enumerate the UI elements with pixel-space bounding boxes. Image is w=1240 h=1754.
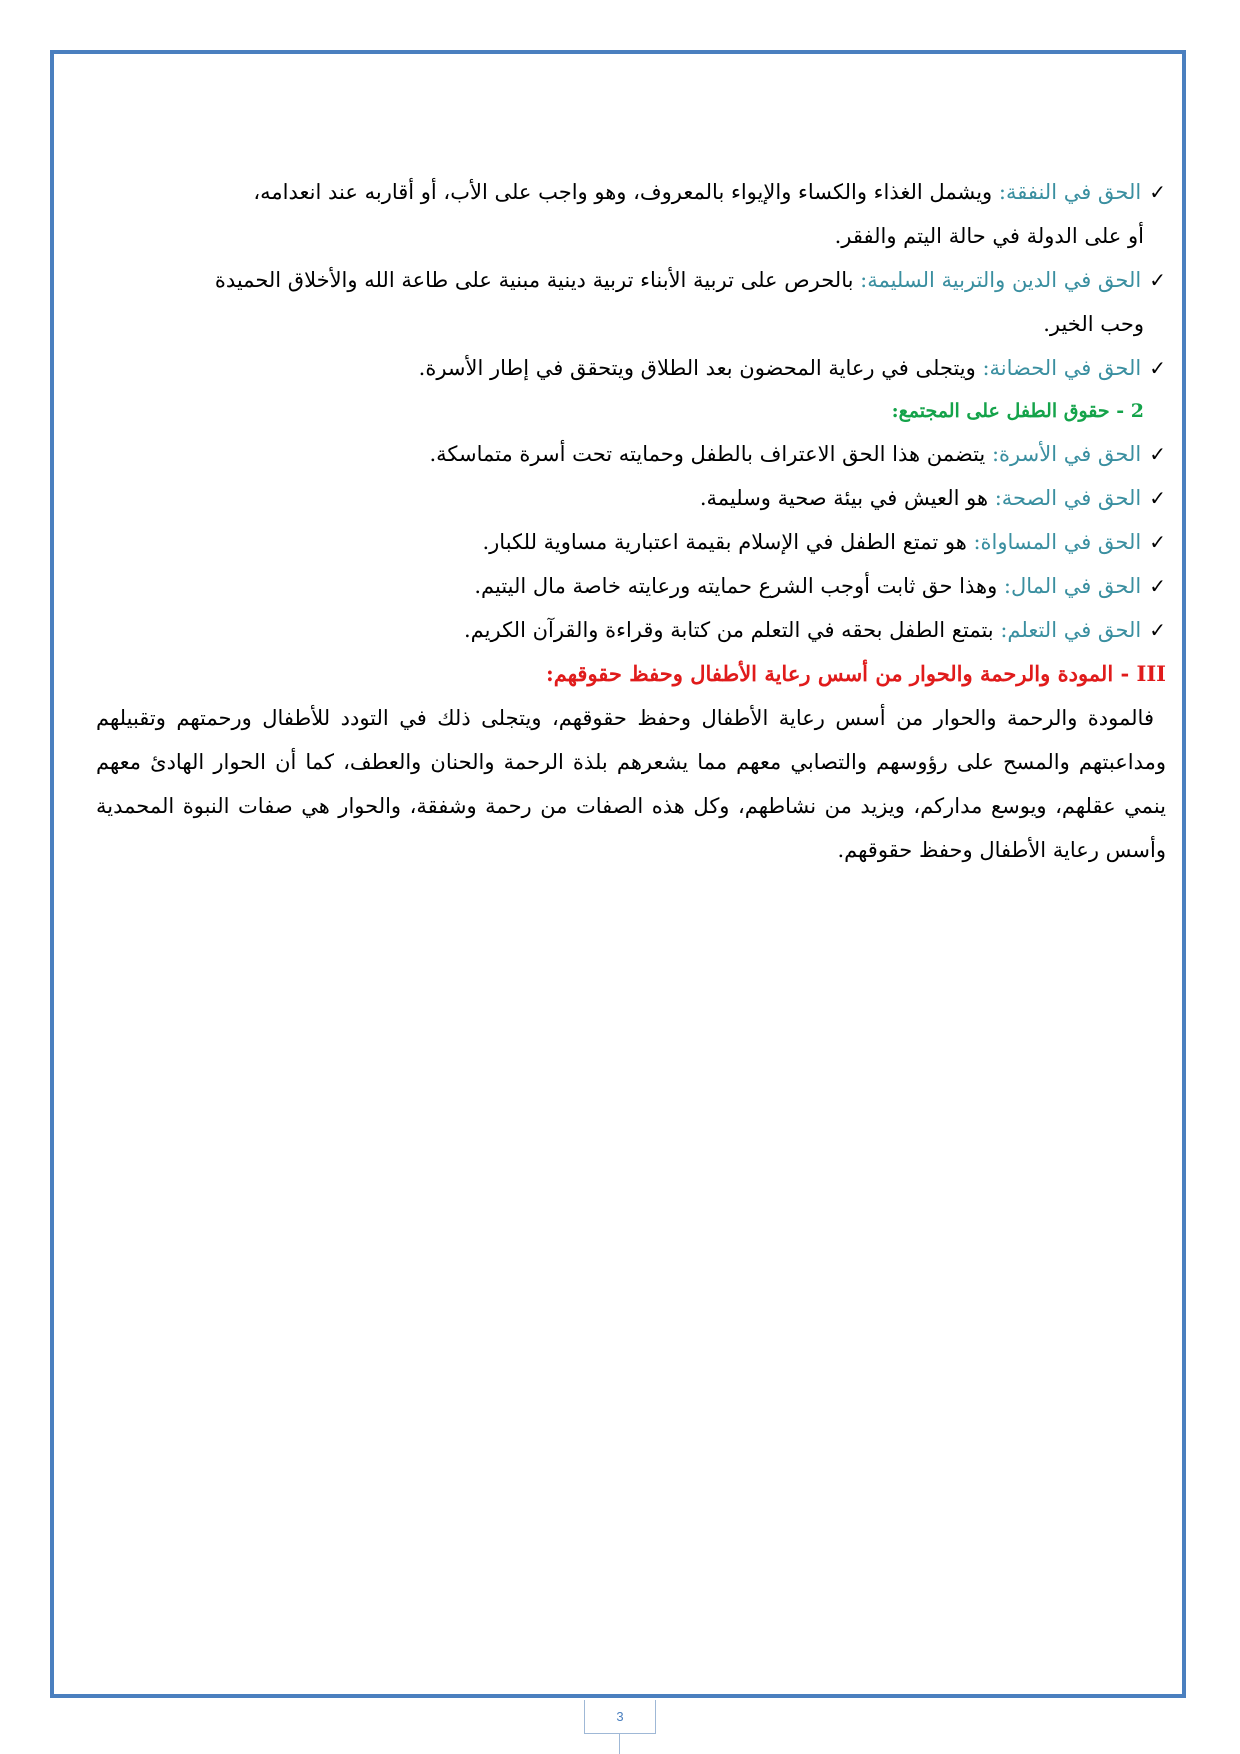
list-item (96, 170, 1166, 258)
item-text: هو العيش في بيئة صحية وسليمة. (699, 486, 995, 510)
subheading: 2 - حقوق الطفل على المجتمع: (891, 400, 1144, 422)
list-item (96, 564, 1166, 608)
list-item (96, 258, 1166, 346)
list-item (96, 346, 1166, 390)
item-continuation: أو على الدولة في حالة اليتم والفقر. (834, 224, 1144, 248)
check-icon: ✓ (1149, 268, 1166, 292)
body-paragraph (96, 696, 1166, 872)
item-key: الحق في الصحة: (994, 486, 1142, 510)
list-item (96, 520, 1166, 564)
item-key: الحق في النفقة: (998, 180, 1142, 204)
item-text: ويشمل الغذاء والكساء والإيواء بالمعروف، وهو واجب على الأب، أو أقاربه عند انعدامه، (253, 180, 999, 204)
check-icon: ✓ (1149, 180, 1166, 204)
list-item (96, 476, 1166, 520)
item-text: بتمتع الطفل بحقه في التعلم من كتابة وقراءة والقرآن الكريم. (463, 618, 1001, 642)
page-number: 3 (584, 1700, 656, 1734)
item-text: يتضمن هذا الحق الاعتراف بالطفل وحمايته تحت أسرة متماسكة. (429, 442, 992, 466)
check-icon: ✓ (1149, 574, 1166, 598)
check-icon: ✓ (1149, 356, 1166, 380)
check-icon: ✓ (1149, 530, 1166, 554)
item-key: الحق في الدين والتربية السليمة: (860, 268, 1142, 292)
page-number-stem (619, 1734, 620, 1754)
section-heading: III - المودة والرحمة والحوار من أسس رعاية الأطفال وحفظ حقوقهم: (546, 661, 1166, 686)
check-icon: ✓ (1149, 486, 1166, 510)
document-body (96, 170, 1166, 872)
item-text: هو تمتع الطفل في الإسلام بقيمة اعتبارية مساوية للكبار. (482, 530, 974, 554)
item-continuation: وحب الخير. (1043, 312, 1144, 336)
item-text: بالحرص على تربية الأبناء تربية دينية مبنية على طاعة الله والأخلاق الحميدة (214, 268, 861, 292)
list-item (96, 608, 1166, 652)
list-item (96, 432, 1166, 476)
check-icon: ✓ (1149, 442, 1166, 466)
item-key: الحق في المال: (1003, 574, 1142, 598)
item-text: وهذا حق ثابت أوجب الشرع حمايته ورعايته خاصة مال اليتيم. (474, 574, 1004, 598)
paragraph-text: فالمودة والرحمة والحوار من أسس رعاية الأطفال وحفظ حقوقهم، ويتجلى ذلك في التودد للأطفال ورحمتهم وتقبيلهم ومداعبتهم والمسح على رؤوسهم والتصابي معهم مما يشعرهم بلذة الرحمة والحنان والعطف، كما أن الحوار الهادئ معهم ينمي عقلهم، ويوسع مداركم، ويزيد من نشاطهم، وكل هذه الصفات من رحمة وشفقة، والحوار هي صفات النبوة المحمدية وأسس رعاية الأطفال وحفظ حقوقهم. (96, 706, 1166, 862)
check-icon: ✓ (1149, 618, 1166, 642)
item-key: الحق في الأسرة: (991, 442, 1142, 466)
item-key: الحق في المساواة: (973, 530, 1142, 554)
item-text: ويتجلى في رعاية المحضون بعد الطلاق ويتحقق في إطار الأسرة. (418, 356, 983, 380)
item-key: الحق في الحضانة: (982, 356, 1142, 380)
item-key: الحق في التعلم: (1000, 618, 1142, 642)
